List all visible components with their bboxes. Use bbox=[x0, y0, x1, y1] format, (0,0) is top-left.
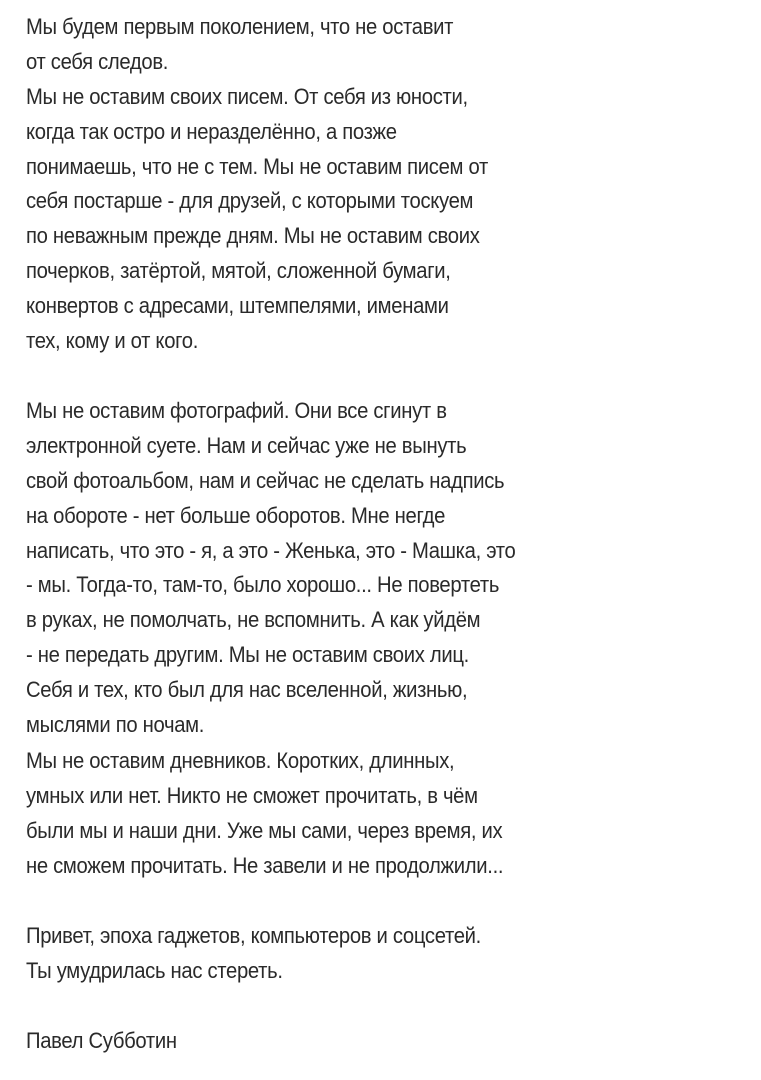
paragraph-1 bbox=[26, 10, 539, 359]
text-line: Привет, эпоха гаджетов, компьютеров и соцсетей. bbox=[26, 923, 481, 948]
text-line: Мы не оставим фотографий. Они все сгинут в bbox=[26, 398, 447, 423]
text-line: тех, кому и от кого. bbox=[26, 328, 199, 354]
text-line: не сможем прочитать. Не завели и не продолжили... bbox=[26, 852, 504, 878]
text-line: когда так остро и неразделённо, а позже bbox=[26, 118, 397, 144]
author-signature bbox=[26, 1024, 193, 1059]
text-line: электронной суете. Нам и сейчас уже не вынуть bbox=[26, 432, 467, 458]
paragraph-2 bbox=[26, 394, 570, 743]
post-text bbox=[26, 0, 751, 1080]
text-line: почерков, затёртой, мятой, сложенной бумаги, bbox=[26, 258, 451, 284]
text-line: в руках, не помолчать, не вспомнить. А как уйдём bbox=[26, 607, 481, 633]
text-line: Мы не оставим дневников. Коротких, длинных, bbox=[26, 748, 455, 773]
text-line: были мы и наши дни. Уже мы сами, через время, их bbox=[26, 817, 503, 843]
author-name: Павел Субботин bbox=[26, 1028, 177, 1053]
text-line: от себя следов. bbox=[26, 48, 169, 74]
text-line: понимаешь, что не с тем. Мы не оставим писем от bbox=[26, 153, 488, 179]
text-line: по неважным прежде дням. Мы не оставим своих bbox=[26, 223, 480, 249]
text-line: - не передать другим. Мы не оставим своих лиц. bbox=[26, 642, 469, 668]
text-line: свой фотоальбом, нам и сейчас не сделать надпись bbox=[26, 467, 505, 493]
text-line: Мы не оставим своих писем. От себя из юности, bbox=[26, 83, 468, 109]
text-line: мыслями по ночам. bbox=[26, 712, 205, 738]
paragraph-3 bbox=[26, 744, 556, 884]
text-line: умных или нет. Никто не сможет прочитать, в чём bbox=[26, 782, 478, 808]
text-line: себя постарше - для друзей, с которыми тоскуем bbox=[26, 188, 474, 214]
text-line: - мы. Тогда-то, там-то, было хорошо... Не повертеть bbox=[26, 572, 500, 598]
paragraph-4 bbox=[26, 919, 532, 989]
text-line: конвертов с адресами, штемпелями, именами bbox=[26, 293, 449, 319]
text-line: на обороте - нет больше оборотов. Мне негде bbox=[26, 502, 446, 528]
text-line: Себя и тех, кто был для нас вселенной, жизнью, bbox=[26, 677, 468, 703]
text-line: Мы будем первым поколением, что не оставит bbox=[26, 14, 454, 39]
text-line: написать, что это - я, а это - Женька, это - Машка, это bbox=[26, 537, 516, 563]
text-line: Ты умудрилась нас стереть. bbox=[26, 957, 283, 983]
